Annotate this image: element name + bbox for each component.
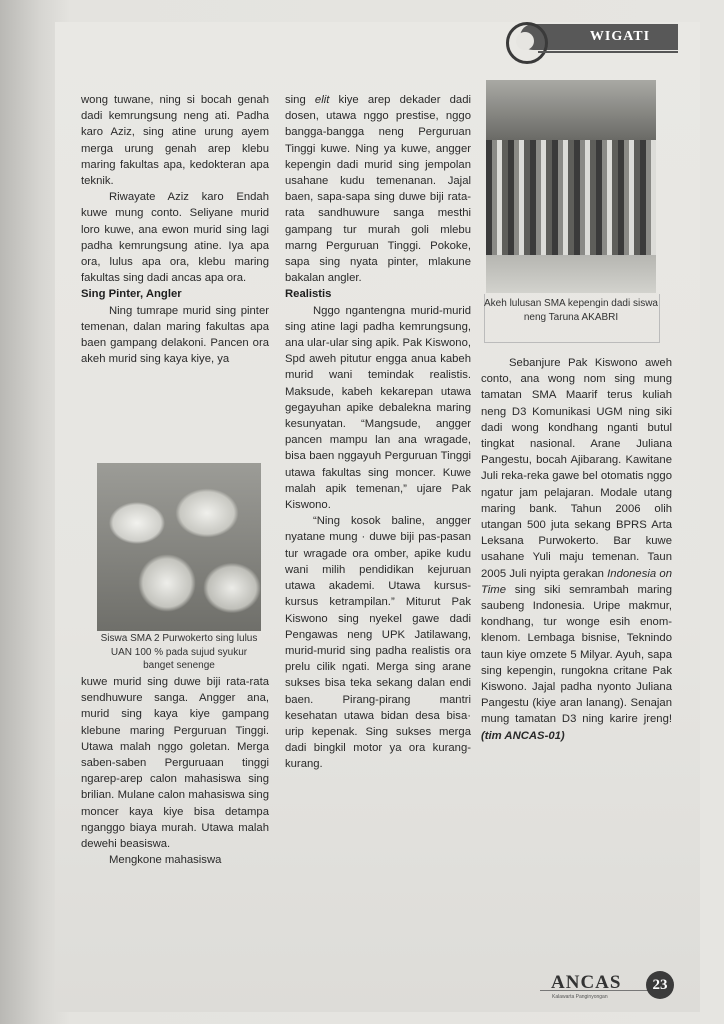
page-number: 23 — [646, 971, 674, 999]
text-run: kiye arep dekader dadi dosen, utawa nggo prestise, nggo bangga-bangga neng Perguruan Tinggi kuwe. Ning ya kuwe, angger kepengin dadi murid sing jempolan usahane kudu temenanan. Jajal baen, sapa-sapa sing duwe biji rata-rata sandhuwure sanga mesthi gampang tur murah goli mlebu marng Perguruan Tinggi. Pokoke, sapa sing nyata pinter, mlakune bakalan angler. — [285, 94, 471, 285]
paragraph: Riwayate Aziz karo Endah kuwe mung conto. Seliyane murid loro kuwe, ana ewon murid sing lagi padha kemrungsung atine. Iya apa ora, lulus apa ora, klebu maring fakultas sing dadi ancas apa ora. — [81, 191, 269, 285]
paragraph: kuwe murid sing duwe biji rata-rata sendhuwure sanga. Angger ana, murid sing kaya kiye gampang klebune maring Perguruan Tinggi. Utawa malah nggo goletan. Merga saben-saben Perguruaan tinggi ngarep-arep calon mahasiswa sing brilian. Mulane calon mahasiswa sing moncer kaya kiye bisa detampa nganggo biaya murah. Utawa malah dewehi beasiswa. — [81, 676, 269, 851]
paragraph: “Ning kosok baline, angger nyatane mung · duwe biji pas-pasan tur wragade ora omber, apike kudu wani milih pendidikan kejuruan utawa akademi. Utawa kursus-kursus ketrampilan.” Miturut Pak Kiswono sing nyekel gawe dadi Pengawas neng UPK Jatilawang, murid-murid sing padha realistis ora prelu cilik ngati. Merga sing arane sukses bisa teka sekang dalan endi baen. Pirang-pirang mantri kesehatan utawa bidan desa bisa· urip kepenak. Sing sukses merga dadi bingkil motor ya ora kurang-kurang. — [285, 515, 471, 771]
magazine-tagline: Kalawarta Panginyongan — [552, 994, 608, 1000]
emphasis-text: elit — [314, 94, 330, 106]
photo-ground — [486, 255, 656, 293]
column-1-continued — [81, 674, 269, 868]
paragraph: wong tuwane, ning si bocah genah dadi kemrungsung neng ati. Padha karo Aziz, sing atine urung ayem merga urung genah arep klebu maring fakultas apa, kedokteran apa teknik. — [81, 94, 269, 188]
text-run: sing siki semrambah maring saubeng Indonesia. Uripe makmur, kondhang, tur wonge esih enom-klenom. Lembaga bisnise, Teknindo taun kiye omzete 5 Milyar. Ayuh, sapa sing kepengin, rungokna critane Pak Kiswono. Jajal padha nyonto Juliana Pangestu (kiye aran lanang). Senajan mung tamatan D3 ning karire jreng! — [481, 583, 672, 726]
photo-sky — [486, 80, 656, 140]
header-rule — [538, 51, 678, 53]
paragraph — [285, 92, 471, 286]
subheading: Sing Pinter, Angler — [81, 288, 182, 301]
photo-students-prostrating — [97, 463, 261, 631]
section-title: WIGATI — [589, 29, 651, 44]
photo-caption: Akeh lulusan SMA kepengin dadi siswa neng Taruna AKABRI — [484, 298, 658, 323]
text-run: Sebanjure Pak Kiswono aweh conto, ana wong nom sing mung tamatan SMA Maarif terus kuliah neng D3 Komunikasi UGM ning siki dadi wong kondhang nganti butul tingkat nasional. Arane Juliana Pangestu, bocah Ajibarang. Kawitane Juli reka-reka gawe bel otomatis nggo ngatur jam pelajaran. Modale utang maring bank. Tahun 2006 olih utangan 500 juta sekang BPRS Arta Leksana Purwokerto. Bar kuwe usahane Yuli maju temenan. Taun 2005 Juli nyipta gerakan — [481, 357, 672, 580]
photo-caption: Siswa SMA 2 Purwokerto sing lulus UAN 100 % pada sujud syukur banget senenge — [100, 633, 258, 671]
photo-cadets-parade — [486, 80, 656, 293]
column-3 — [481, 355, 672, 744]
header-ring-inner — [516, 32, 534, 50]
column-1 — [81, 92, 269, 367]
column-2 — [285, 92, 471, 773]
paragraph: Nggo ngantengna murid-murid sing atine lagi padha kemrungsung, ana ular-ular sing apik. Pak Kiswono, Spd aweh pitutur engga anua kabeh murid wani temindak realistis. Maksude, kabeh kekarepan utawa gegayuhan apike debalekna maring kesunyatan. “Mangsude, angger pancen mampu lan ana wragade, bisa baen nggayuh Perguruan Tinggi utawa fakultas sing moncer. Kuwe malah apik temenan,” ujare Pak Kiswono. — [285, 304, 471, 512]
paragraph — [481, 355, 672, 744]
subheading: Realistis — [285, 288, 332, 301]
magazine-logo: ANCAS — [551, 972, 622, 993]
paragraph: Mengkone mahasiswa — [109, 854, 222, 867]
paragraph: Ning tumrape murid sing pinter temenan, dalan maring fakultas apa baen gampang delakoni. Pancen ora akeh murid sing kaya kiye, ya — [81, 304, 269, 366]
author-credit: (tim ANCAS-01) — [481, 729, 565, 742]
text-run: sing — [285, 94, 315, 106]
emphasis-text: Indonesia on Time — [481, 567, 672, 596]
